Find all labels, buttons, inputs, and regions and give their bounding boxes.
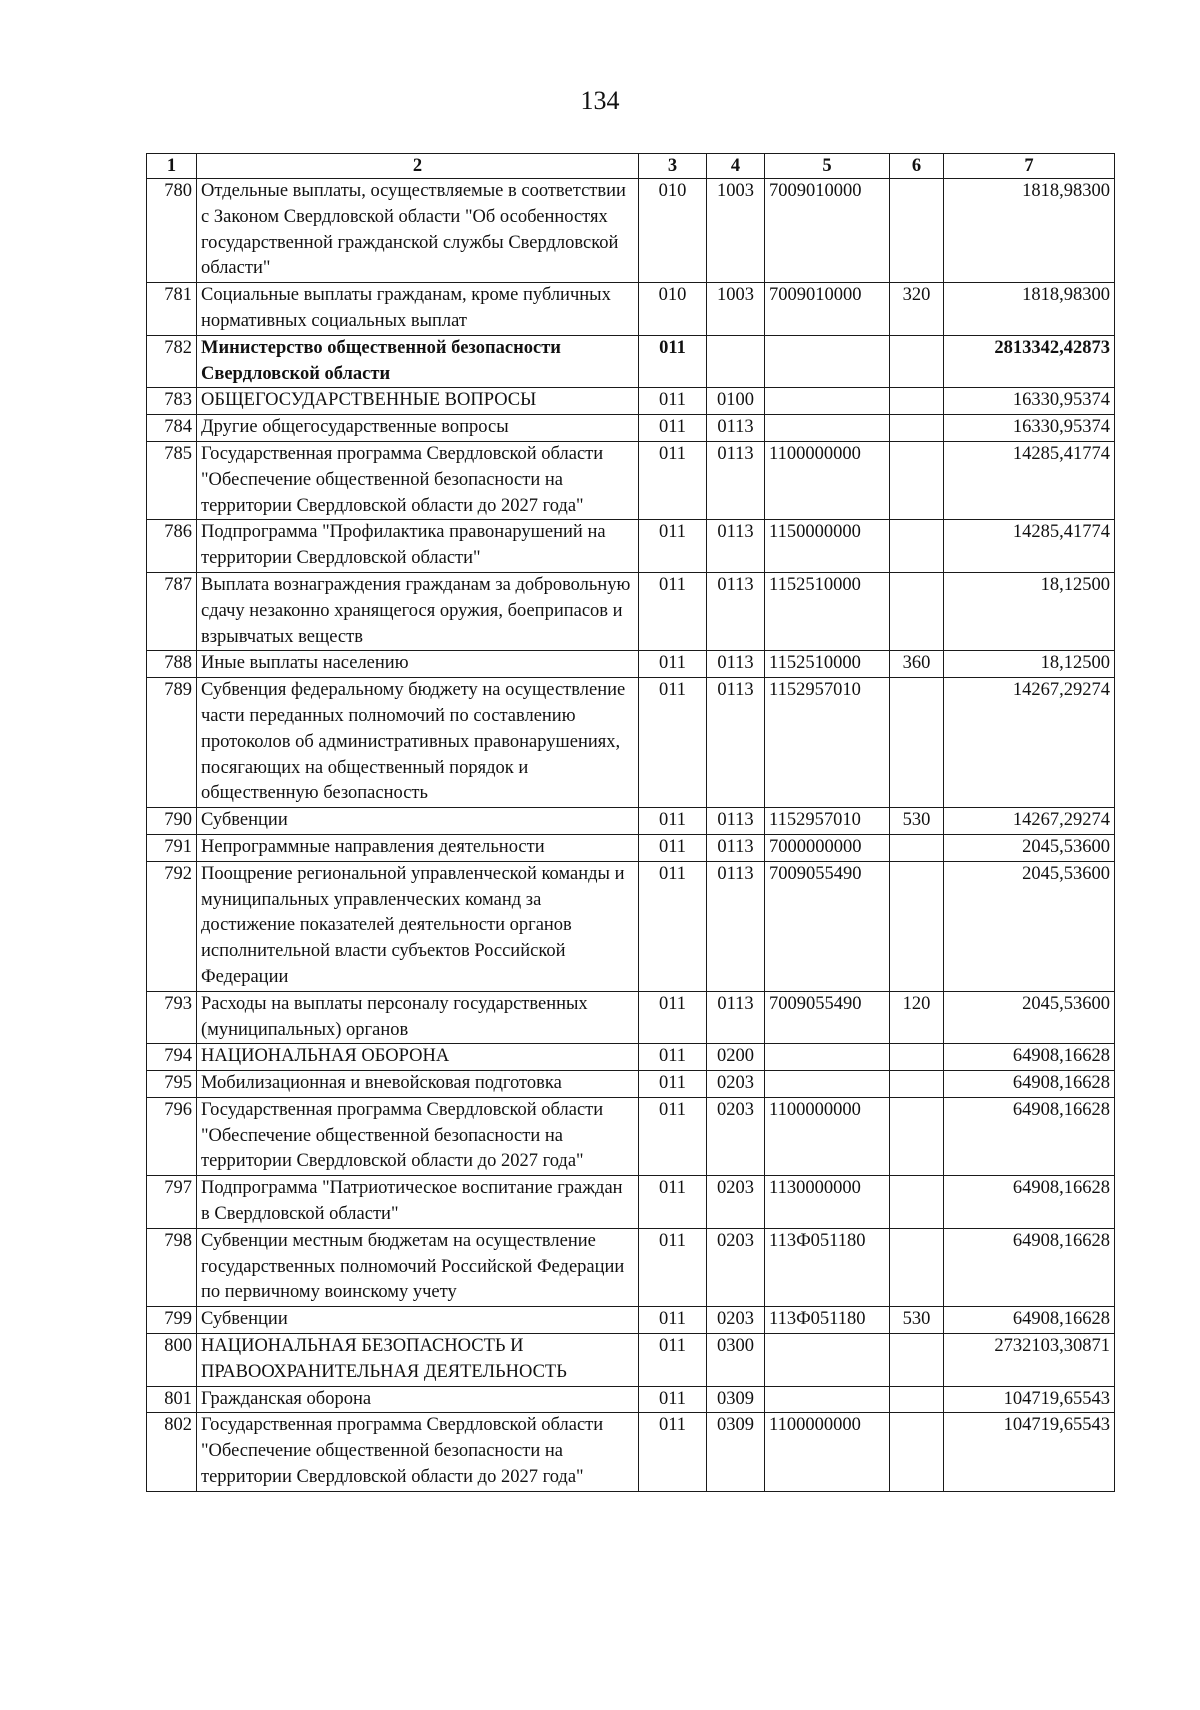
table-row [147,1334,1115,1387]
row-ministry-code-cell: 011 [639,1044,707,1071]
row-target-code-cell [765,415,890,442]
row-ministry-code-cell: 011 [639,335,707,388]
row-section-code-cell: 0113 [707,678,765,808]
row-target-code-cell: 7009010000 [765,179,890,283]
row-name-cell: ОБЩЕГОСУДАРСТВЕННЫЕ ВОПРОСЫ [197,388,639,415]
row-amount-cell: 18,12500 [944,572,1115,650]
row-target-code-cell [765,388,890,415]
header-col-3: 3 [639,154,707,179]
row-number-cell: 789 [147,678,197,808]
row-target-code-cell: 1152510000 [765,651,890,678]
row-expense-type-cell [890,1413,944,1491]
header-col-2: 2 [197,154,639,179]
table-row [147,388,1115,415]
row-amount-cell: 104719,65543 [944,1386,1115,1413]
row-number-cell: 787 [147,572,197,650]
row-expense-type-cell: 120 [890,991,944,1044]
row-section-code-cell: 0203 [707,1071,765,1098]
row-section-code-cell: 0113 [707,520,765,573]
row-target-code-cell: 7000000000 [765,834,890,861]
row-name-cell: Субвенции местным бюджетам на осуществление государственных полномочий Российской Федерации по первичному воинскому учету [197,1228,639,1306]
row-section-code-cell: 0113 [707,572,765,650]
row-number-cell: 792 [147,861,197,991]
row-ministry-code-cell: 011 [639,991,707,1044]
row-expense-type-cell [890,441,944,519]
row-amount-cell: 64908,16628 [944,1307,1115,1334]
row-ministry-code-cell: 011 [639,1307,707,1334]
row-target-code-cell [765,1334,890,1387]
row-expense-type-cell [890,1334,944,1387]
row-ministry-code-cell: 011 [639,520,707,573]
row-target-code-cell: 113Ф051180 [765,1228,890,1306]
row-number-cell: 801 [147,1386,197,1413]
row-expense-type-cell [890,1097,944,1175]
row-target-code-cell: 1100000000 [765,441,890,519]
row-amount-cell: 64908,16628 [944,1176,1115,1229]
row-target-code-cell: 113Ф051180 [765,1307,890,1334]
row-section-code-cell: 1003 [707,179,765,283]
row-number-cell: 788 [147,651,197,678]
row-name-cell: Другие общегосударственные вопросы [197,415,639,442]
row-name-cell: Поощрение региональной управленческой команды и муниципальных управленческих команд за достижение показателей деятельности органов исполнительной власти субъектов Российской Федерации [197,861,639,991]
row-name-cell: Мобилизационная и вневойсковая подготовка [197,1071,639,1098]
row-ministry-code-cell: 011 [639,861,707,991]
table-row [147,1228,1115,1306]
row-section-code-cell: 1003 [707,283,765,336]
row-number-cell: 790 [147,808,197,835]
table-row [147,1071,1115,1098]
row-section-code-cell: 0113 [707,834,765,861]
row-number-cell: 781 [147,283,197,336]
row-ministry-code-cell: 011 [639,441,707,519]
row-section-code-cell: 0113 [707,991,765,1044]
row-expense-type-cell [890,520,944,573]
row-expense-type-cell [890,179,944,283]
row-amount-cell: 64908,16628 [944,1071,1115,1098]
row-ministry-code-cell: 011 [639,678,707,808]
table-row [147,572,1115,650]
row-ministry-code-cell: 010 [639,283,707,336]
row-section-code-cell: 0203 [707,1228,765,1306]
row-section-code-cell: 0113 [707,808,765,835]
row-target-code-cell: 1130000000 [765,1176,890,1229]
row-expense-type-cell [890,572,944,650]
row-name-cell: Отдельные выплаты, осуществляемые в соответствии с Законом Свердловской области "Об особенностях государственной гражданской службы Свердловской области" [197,179,639,283]
row-name-cell: Подпрограмма "Патриотическое воспитание граждан в Свердловской области" [197,1176,639,1229]
row-name-cell: Непрограммные направления деятельности [197,834,639,861]
row-expense-type-cell [890,415,944,442]
row-expense-type-cell [890,335,944,388]
header-col-1: 1 [147,154,197,179]
row-ministry-code-cell: 011 [639,1097,707,1175]
table-row [147,1176,1115,1229]
row-amount-cell: 16330,95374 [944,415,1115,442]
row-amount-cell: 2813342,42873 [944,335,1115,388]
row-ministry-code-cell: 010 [639,179,707,283]
row-section-code-cell: 0113 [707,441,765,519]
row-section-code-cell: 0300 [707,1334,765,1387]
row-target-code-cell: 1150000000 [765,520,890,573]
row-section-code-cell: 0203 [707,1307,765,1334]
row-section-code-cell: 0203 [707,1176,765,1229]
row-name-cell: Государственная программа Свердловской области "Обеспечение общественной безопасности на территории Свердловской области до 2027 года" [197,1413,639,1491]
row-expense-type-cell [890,1228,944,1306]
row-ministry-code-cell: 011 [639,834,707,861]
row-name-cell: Социальные выплаты гражданам, кроме публичных нормативных социальных выплат [197,283,639,336]
row-ministry-code-cell: 011 [639,1071,707,1098]
row-target-code-cell: 7009055490 [765,861,890,991]
row-section-code-cell: 0309 [707,1413,765,1491]
row-ministry-code-cell: 011 [639,651,707,678]
row-number-cell: 798 [147,1228,197,1306]
header-col-4: 4 [707,154,765,179]
row-section-code-cell [707,335,765,388]
row-expense-type-cell: 320 [890,283,944,336]
row-expense-type-cell [890,1044,944,1071]
row-expense-type-cell [890,834,944,861]
row-section-code-cell: 0309 [707,1386,765,1413]
row-number-cell: 786 [147,520,197,573]
row-section-code-cell: 0113 [707,651,765,678]
header-col-7: 7 [944,154,1115,179]
row-ministry-code-cell: 011 [639,1413,707,1491]
row-amount-cell: 16330,95374 [944,388,1115,415]
table-row [147,283,1115,336]
row-target-code-cell: 1100000000 [765,1097,890,1175]
row-number-cell: 794 [147,1044,197,1071]
row-expense-type-cell [890,1071,944,1098]
row-number-cell: 780 [147,179,197,283]
table-row [147,678,1115,808]
row-number-cell: 802 [147,1413,197,1491]
row-number-cell: 800 [147,1334,197,1387]
row-target-code-cell: 1100000000 [765,1413,890,1491]
table-header-row [147,154,1115,179]
row-name-cell: Гражданская оборона [197,1386,639,1413]
table-row [147,991,1115,1044]
row-name-cell: Субвенции [197,1307,639,1334]
row-amount-cell: 14267,29274 [944,678,1115,808]
row-section-code-cell: 0100 [707,388,765,415]
row-expense-type-cell [890,678,944,808]
table-row [147,179,1115,283]
row-name-cell: Расходы на выплаты персоналу государственных (муниципальных) органов [197,991,639,1044]
row-number-cell: 799 [147,1307,197,1334]
row-expense-type-cell: 530 [890,1307,944,1334]
row-amount-cell: 18,12500 [944,651,1115,678]
row-expense-type-cell [890,1386,944,1413]
row-ministry-code-cell: 011 [639,1386,707,1413]
table-row [147,1386,1115,1413]
row-ministry-code-cell: 011 [639,415,707,442]
table-row [147,1307,1115,1334]
header-col-6: 6 [890,154,944,179]
row-target-code-cell [765,1386,890,1413]
row-section-code-cell: 0200 [707,1044,765,1071]
row-section-code-cell: 0113 [707,415,765,442]
row-target-code-cell [765,335,890,388]
row-amount-cell: 2045,53600 [944,861,1115,991]
row-amount-cell: 64908,16628 [944,1097,1115,1175]
row-expense-type-cell: 530 [890,808,944,835]
row-amount-cell: 64908,16628 [944,1044,1115,1071]
row-ministry-code-cell: 011 [639,572,707,650]
budget-table [146,153,1115,1492]
row-amount-cell: 2045,53600 [944,834,1115,861]
row-target-code-cell: 1152510000 [765,572,890,650]
row-ministry-code-cell: 011 [639,1176,707,1229]
table-row [147,415,1115,442]
row-expense-type-cell [890,1176,944,1229]
row-amount-cell: 1818,98300 [944,283,1115,336]
row-number-cell: 797 [147,1176,197,1229]
row-amount-cell: 14285,41774 [944,441,1115,519]
row-expense-type-cell [890,861,944,991]
row-name-cell: Иные выплаты населению [197,651,639,678]
table-row [147,1413,1115,1491]
row-ministry-code-cell: 011 [639,1334,707,1387]
table-row [147,335,1115,388]
row-number-cell: 783 [147,388,197,415]
row-target-code-cell: 1152957010 [765,678,890,808]
row-name-cell: Министерство общественной безопасности Свердловской области [197,335,639,388]
row-amount-cell: 2045,53600 [944,991,1115,1044]
row-target-code-cell: 1152957010 [765,808,890,835]
row-number-cell: 784 [147,415,197,442]
table-row [147,834,1115,861]
row-number-cell: 785 [147,441,197,519]
row-target-code-cell [765,1071,890,1098]
page-number: 134 [580,86,620,115]
row-name-cell: Выплата вознаграждения гражданам за добровольную сдачу незаконно хранящегося оружия, боеприпасов и взрывчатых веществ [197,572,639,650]
table-body [147,179,1115,1492]
row-target-code-cell: 7009055490 [765,991,890,1044]
row-section-code-cell: 0113 [707,861,765,991]
row-amount-cell: 64908,16628 [944,1228,1115,1306]
row-name-cell: Государственная программа Свердловской области "Обеспечение общественной безопасности на территории Свердловской области до 2027 года" [197,441,639,519]
row-expense-type-cell [890,388,944,415]
table-row [147,1097,1115,1175]
row-number-cell: 791 [147,834,197,861]
row-ministry-code-cell: 011 [639,1228,707,1306]
row-name-cell: НАЦИОНАЛЬНАЯ ОБОРОНА [197,1044,639,1071]
row-name-cell: Подпрограмма "Профилактика правонарушений на территории Свердловской области" [197,520,639,573]
row-name-cell: Государственная программа Свердловской области "Обеспечение общественной безопасности на территории Свердловской области до 2027 года" [197,1097,639,1175]
row-target-code-cell: 7009010000 [765,283,890,336]
row-number-cell: 795 [147,1071,197,1098]
row-expense-type-cell: 360 [890,651,944,678]
row-number-cell: 793 [147,991,197,1044]
table-row [147,651,1115,678]
table-row [147,520,1115,573]
header-col-5: 5 [765,154,890,179]
row-amount-cell: 14267,29274 [944,808,1115,835]
row-amount-cell: 104719,65543 [944,1413,1115,1491]
row-ministry-code-cell: 011 [639,388,707,415]
row-section-code-cell: 0203 [707,1097,765,1175]
row-name-cell: НАЦИОНАЛЬНАЯ БЕЗОПАСНОСТЬ И ПРАВООХРАНИТЕЛЬНАЯ ДЕЯТЕЛЬНОСТЬ [197,1334,639,1387]
row-ministry-code-cell: 011 [639,808,707,835]
row-amount-cell: 1818,98300 [944,179,1115,283]
row-name-cell: Субвенция федеральному бюджету на осуществление части переданных полномочий по составлению протоколов об административных правонарушениях, посягающих на общественный порядок и общественную безопасность [197,678,639,808]
table-row [147,808,1115,835]
table-row [147,441,1115,519]
row-number-cell: 796 [147,1097,197,1175]
row-amount-cell: 14285,41774 [944,520,1115,573]
row-target-code-cell [765,1044,890,1071]
row-name-cell: Субвенции [197,808,639,835]
table-row [147,1044,1115,1071]
table-row [147,861,1115,991]
row-amount-cell: 2732103,30871 [944,1334,1115,1387]
row-number-cell: 782 [147,335,197,388]
